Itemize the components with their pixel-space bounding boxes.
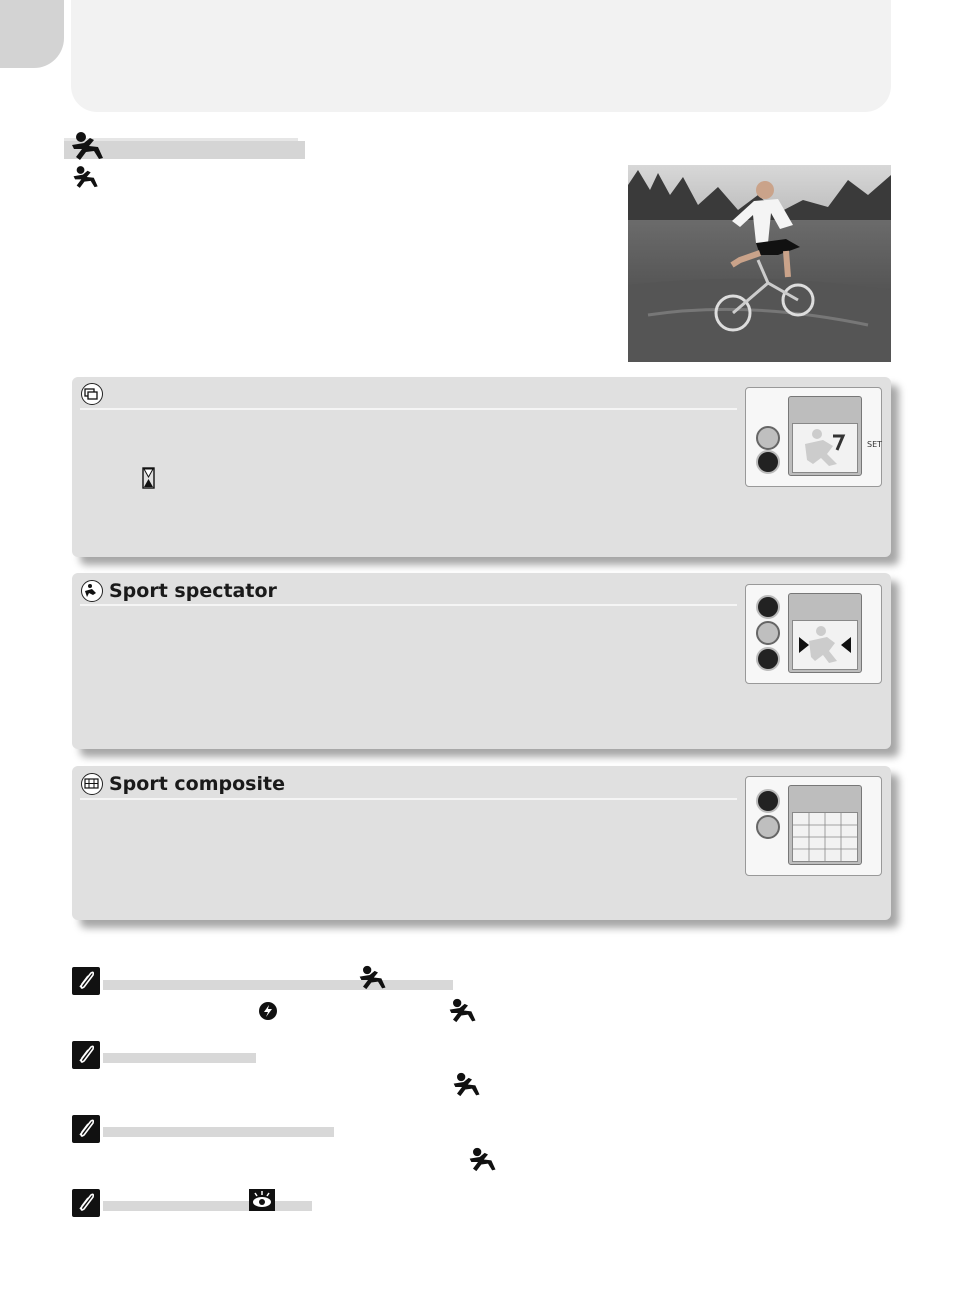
lcd-screen: [788, 396, 862, 476]
chapter-tab: [0, 0, 64, 68]
sport-spectator-title: Sport spectator: [109, 580, 277, 602]
red-eye-icon: [249, 1189, 275, 1211]
flash-cancel-icon: [259, 1002, 277, 1020]
spectator-lcd-button: [756, 789, 780, 813]
lcd-inner: [792, 423, 858, 473]
sport-composite-lcd-preview: [745, 776, 882, 876]
lcd-set-label: SET: [867, 440, 883, 449]
continuous-lcd-selected-button: [756, 426, 780, 450]
example-photo-cyclist: [628, 165, 891, 362]
pencil-note-icon: [72, 967, 100, 995]
note-3-bar: [103, 1127, 334, 1137]
composite-lcd-selected-button: [756, 815, 780, 839]
continuous-lcd-preview: [745, 387, 882, 487]
sport-mode-icon: [358, 964, 388, 991]
sport-mode-icon-small: [72, 164, 100, 190]
pencil-note-icon: [72, 1189, 100, 1217]
lcd-screen: [788, 593, 862, 673]
header-band: [71, 0, 891, 112]
pencil-note-icon: [72, 1115, 100, 1143]
hourglass-icon: [142, 467, 155, 489]
sport-spectator-lcd-preview: [745, 584, 882, 684]
sport-mode-icon: [452, 1071, 482, 1098]
lcd-inner: [792, 620, 858, 670]
sport-spectator-panel-rule: [80, 604, 737, 606]
continuous-shooting-icon: [81, 383, 103, 405]
sport-composite-panel-rule: [80, 798, 737, 800]
note-1-bar: [103, 980, 453, 990]
sport-mode-icon: [468, 1146, 498, 1173]
sport-composite-icon: [81, 773, 103, 795]
continuous-lcd-button: [756, 595, 780, 619]
spectator-lcd-button: [756, 450, 780, 474]
lcd-grid: [792, 812, 858, 862]
sport-spectator-icon: [81, 580, 103, 602]
sport-mode-icon: [448, 997, 478, 1024]
sport-composite-title: Sport composite: [109, 773, 285, 795]
spectator-lcd-selected-button: [756, 621, 780, 645]
composite-lcd-button: [756, 647, 780, 671]
note-2-bar: [103, 1053, 256, 1063]
lcd-screen: [788, 785, 862, 865]
note-4-bar: [103, 1201, 312, 1211]
pencil-note-icon: [72, 1041, 100, 1069]
continuous-panel-rule: [80, 408, 737, 410]
sport-mode-icon: [70, 130, 106, 162]
